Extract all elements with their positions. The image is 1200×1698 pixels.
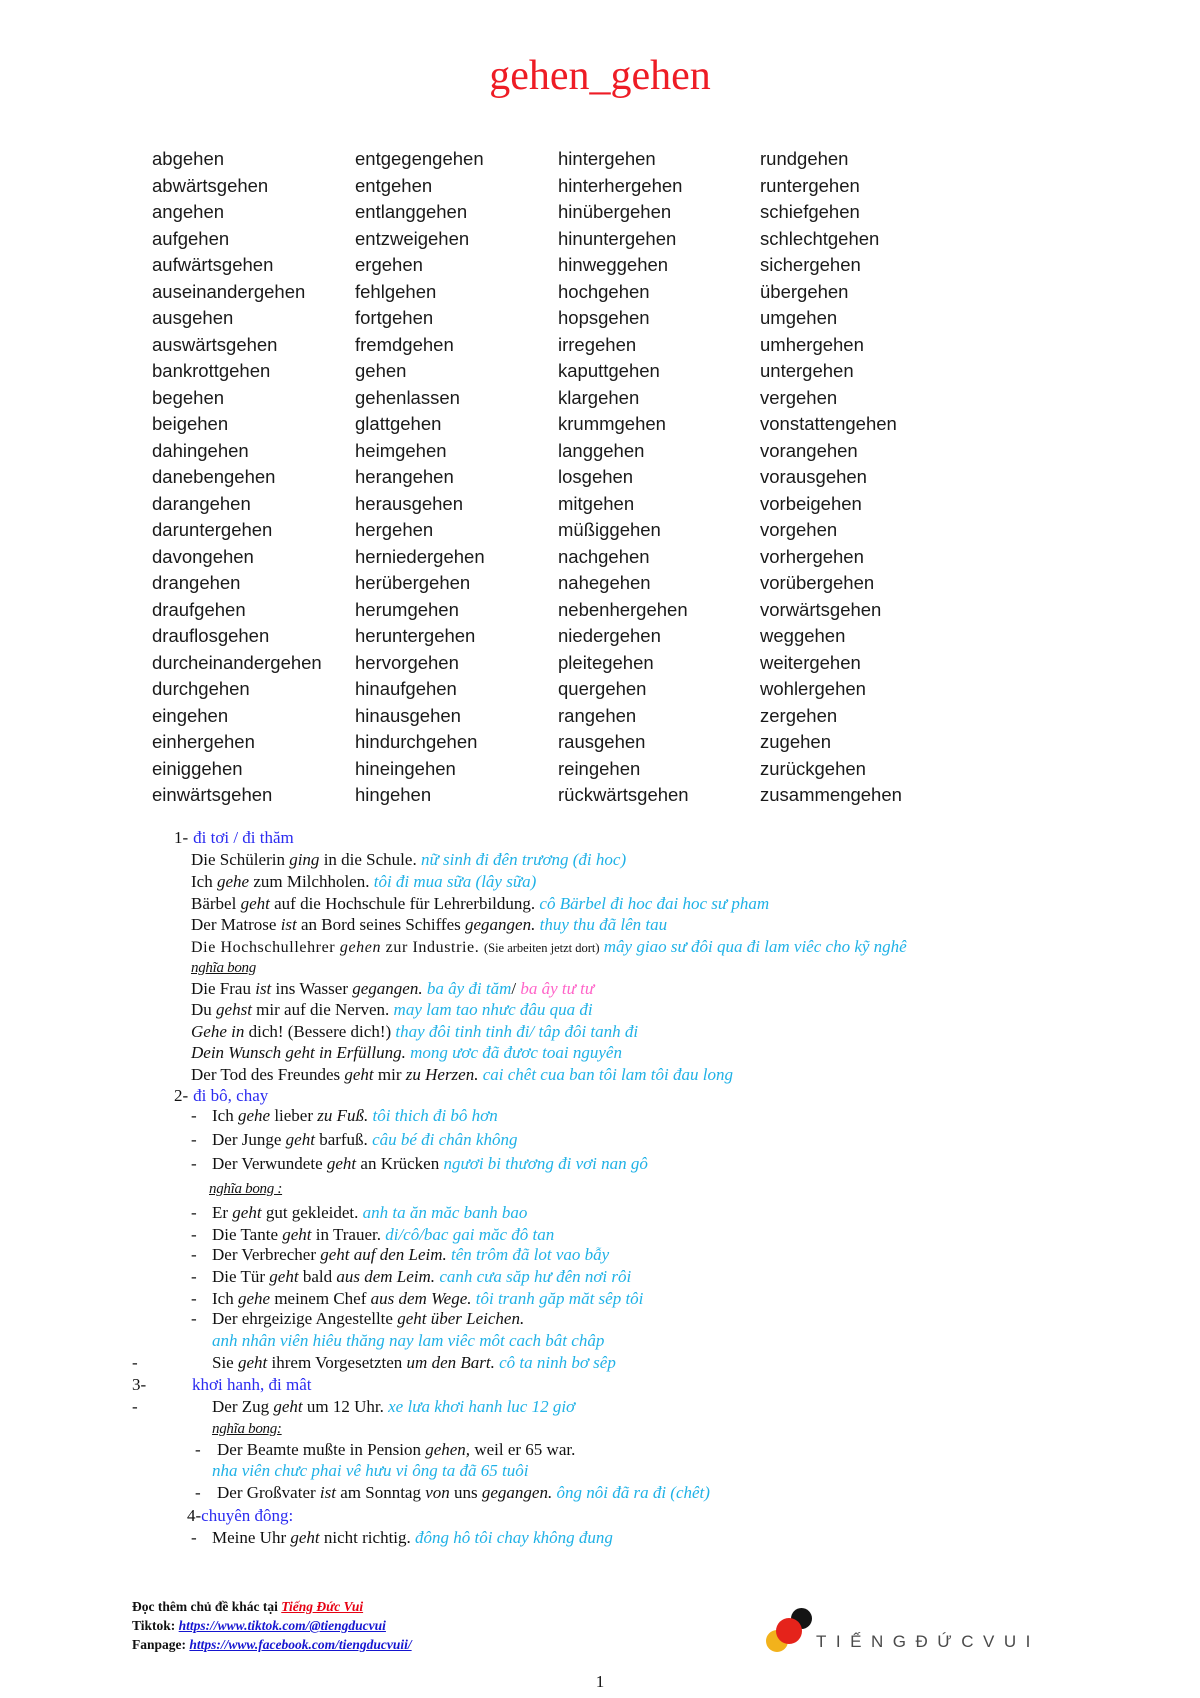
verb-item: langgehen xyxy=(558,439,645,461)
footer-read-more xyxy=(132,1598,363,1616)
example-line xyxy=(191,1065,733,1085)
translation-text: ngươi bi thương đi vơi nan gô xyxy=(443,1154,648,1173)
example-line xyxy=(212,1130,517,1150)
translation-text: ba ây đi tăm xyxy=(422,979,512,998)
verb-item: vorhergehen xyxy=(760,545,864,567)
verb-item: mitgehen xyxy=(558,492,635,514)
german-emphasis-text: geht xyxy=(290,1528,320,1547)
example-line xyxy=(191,1022,638,1042)
translation-text: thay đôi tinh tinh đi/ tâp đôi tanh đi xyxy=(395,1022,639,1041)
verb-item: nahegehen xyxy=(558,572,651,593)
example-line xyxy=(191,872,536,892)
german-text: Ich xyxy=(212,1289,238,1308)
translation-text: anh ta ăn măc banh bao xyxy=(362,1203,528,1222)
verb-item: vorangehen xyxy=(760,439,858,461)
logo-text: TIẾNGĐỨCVUI xyxy=(816,1632,1040,1651)
translation-text: ông nôi đã ra đi (chêt) xyxy=(552,1483,710,1502)
german-text: in Trauer. xyxy=(311,1225,386,1244)
german-text: Die Schülerin xyxy=(191,850,290,869)
verb-item: entlanggehen xyxy=(355,201,468,222)
german-emphasis-text: ist xyxy=(280,915,297,934)
verb-item: gehen xyxy=(355,360,407,381)
german-emphasis-text: Gehe in xyxy=(191,1022,245,1041)
german-text: zum Milchholen. xyxy=(249,872,374,891)
verb-item: kaputtgehen xyxy=(558,360,660,381)
example-line xyxy=(212,1267,631,1287)
german-text: Sie xyxy=(212,1353,238,1372)
verb-column-1 xyxy=(152,146,352,809)
verb-item: hinübergehen xyxy=(558,201,672,222)
verb-item: herübergehen xyxy=(355,572,471,593)
figurative-label: nghĩa bong : xyxy=(209,1181,283,1197)
german-text: Der Beamte mußte in Pension xyxy=(217,1440,426,1459)
verb-item: draufgehen xyxy=(152,598,246,620)
verb-item: weggehen xyxy=(760,625,846,646)
example-line xyxy=(191,894,769,914)
german-text: Der Verwundete xyxy=(212,1154,327,1173)
verb-item: losgehen xyxy=(558,466,634,487)
verb-item: zergehen xyxy=(760,704,838,726)
bullet-dash: - xyxy=(191,1130,197,1149)
german-text: lieber xyxy=(270,1106,318,1125)
german-emphasis-text: ist xyxy=(255,979,272,998)
figurative-label: nghĩa bong xyxy=(191,960,256,976)
german-emphasis-text: geht xyxy=(285,1130,315,1149)
meaning-heading-text: đi bô, chay xyxy=(193,1086,269,1105)
german-emphasis-text: ist xyxy=(319,1483,336,1502)
logo-circle-red xyxy=(776,1618,802,1644)
verb-item: quergehen xyxy=(558,678,647,699)
meaning-number: 1- xyxy=(174,828,189,847)
translation-text: nữ sinh đi đên trương (đi hoc) xyxy=(420,850,627,869)
verb-item: ausgehen xyxy=(152,307,234,328)
verb-item: beigehen xyxy=(152,413,229,434)
translation-text: tôi thich đi bô hơn xyxy=(368,1106,498,1125)
verb-item: auseinandergehen xyxy=(152,280,306,302)
verb-item: vorgehen xyxy=(760,519,838,540)
meaning-heading-4 xyxy=(187,1506,293,1526)
german-text: Der Matrose xyxy=(191,915,281,934)
site-link[interactable]: Tiếng Đức Vui xyxy=(281,1599,364,1614)
german-text: Die Tante xyxy=(212,1225,283,1244)
footer-tiktok xyxy=(132,1617,386,1635)
meaning-heading-1 xyxy=(174,828,294,848)
verb-item: fortgehen xyxy=(355,307,434,328)
footer-fanpage xyxy=(132,1636,412,1654)
german-text: weil er 65 war. xyxy=(470,1440,576,1459)
verb-item: herumgehen xyxy=(355,598,459,620)
verb-item: untergehen xyxy=(760,360,854,381)
translation-text: đông hô tôi chay không đung xyxy=(415,1528,613,1547)
verb-item: schlechtgehen xyxy=(760,227,880,249)
verb-item: danebengehen xyxy=(152,466,276,487)
verb-item: ergehen xyxy=(355,254,423,275)
verb-item: dahingehen xyxy=(152,439,249,461)
german-text: Der Junge xyxy=(212,1130,286,1149)
page-number: 1 xyxy=(595,1672,605,1691)
german-text: Der Verbrecher xyxy=(212,1245,321,1264)
german-emphasis-text: geht xyxy=(232,1203,262,1222)
bullet-dash: - xyxy=(191,1225,197,1244)
verb-item: drangehen xyxy=(152,572,241,593)
verb-item: abwärtsgehen xyxy=(152,174,269,196)
translation-line xyxy=(212,1331,604,1351)
verb-item: aufgehen xyxy=(152,227,230,249)
german-text: Ich xyxy=(191,872,217,891)
verb-item: herniedergehen xyxy=(355,545,485,567)
verb-item: vorausgehen xyxy=(760,466,867,487)
german-emphasis-text: geht xyxy=(282,1225,312,1244)
verb-item: übergehen xyxy=(760,280,849,302)
translation-text: cô Bärbel đi hoc đai hoc sư pham xyxy=(539,894,770,913)
verb-item: weitergehen xyxy=(760,651,861,673)
verb-item: reingehen xyxy=(558,757,641,779)
verb-item: hochgehen xyxy=(558,280,650,302)
verb-item: rundgehen xyxy=(760,148,849,169)
german-text: mir auf die Nerven. xyxy=(251,1000,394,1019)
verb-item: müßiggehen xyxy=(558,519,661,540)
translation-text: tên trôm đã lot vao bẫy xyxy=(446,1245,610,1264)
verb-item: auswärtsgehen xyxy=(152,333,278,355)
verb-item: daruntergehen xyxy=(152,519,273,540)
bullet-dash: - xyxy=(191,1106,197,1125)
german-text: Der Zug xyxy=(212,1397,274,1416)
verb-item: schiefgehen xyxy=(760,201,860,222)
verb-item: vonstattengehen xyxy=(760,413,897,434)
fanpage-label: Fanpage: xyxy=(132,1637,190,1652)
verb-item: vorübergehen xyxy=(760,572,875,593)
meaning-heading-text: khơi hanh, đi mât xyxy=(192,1375,312,1394)
figurative-label-line xyxy=(212,1418,282,1438)
meaning-number: 3- xyxy=(132,1375,147,1394)
verb-item: hinweggehen xyxy=(558,254,669,275)
verb-item: durcheinandergehen xyxy=(152,651,322,673)
german-text: ins Wasser xyxy=(271,979,353,998)
german-emphasis-text: Dein Wunsch geht in Erfüllung. xyxy=(191,1043,406,1062)
german-emphasis-text: aus dem Leim. xyxy=(336,1267,436,1286)
example-line xyxy=(191,937,907,957)
tiktok-link[interactable]: https://www.tiktok.com/@tiengducvui xyxy=(178,1618,386,1633)
verb-item: hervorgehen xyxy=(355,651,459,673)
verb-item: rangehen xyxy=(558,704,637,726)
german-text: in die Schule. xyxy=(319,850,421,869)
verb-item: rausgehen xyxy=(558,731,646,752)
german-emphasis-text: gegangen. xyxy=(481,1483,553,1502)
note-text: (Sie arbeiten jetzt dort) xyxy=(483,941,600,955)
german-emphasis-text: geht auf den Leim. xyxy=(320,1245,447,1264)
german-text: Er xyxy=(212,1203,233,1222)
verb-item: niedergehen xyxy=(558,625,661,646)
meaning-number: 2- xyxy=(174,1086,189,1105)
translation-text: nha viên chưc phai vê hưu vi ông ta đã 65 tuôi xyxy=(212,1461,529,1480)
figurative-label-line xyxy=(191,957,256,977)
german-emphasis-text: geht xyxy=(273,1397,303,1416)
german-emphasis-text: gehe xyxy=(237,1106,271,1125)
verb-item: nachgehen xyxy=(558,545,650,567)
example-line xyxy=(212,1397,575,1417)
german-text: Ich xyxy=(212,1106,238,1125)
german-text: Meine Uhr xyxy=(212,1528,291,1547)
verb-item: zurückgehen xyxy=(760,757,866,779)
german-text: zur Industrie. xyxy=(381,939,484,956)
german-text: an Bord seines Schiffes xyxy=(296,915,466,934)
verb-item: pleitegehen xyxy=(558,651,654,673)
bullet-dash: - xyxy=(191,1528,197,1547)
verb-item: vorbeigehen xyxy=(760,492,862,514)
verb-item: hinausgehen xyxy=(355,704,461,726)
verb-item: heruntergehen xyxy=(355,625,476,646)
meaning-number: 4- xyxy=(187,1506,202,1525)
verb-item: einiggehen xyxy=(152,757,243,779)
bullet-dash: - xyxy=(191,1289,197,1308)
german-emphasis-text: geht xyxy=(344,1065,374,1084)
german-text: Du xyxy=(191,1000,217,1019)
verb-item: entzweigehen xyxy=(355,227,470,249)
verb-item: wohlergehen xyxy=(760,678,866,699)
verb-item: entgehen xyxy=(355,174,433,196)
german-text: Bärbel xyxy=(191,894,241,913)
figurative-label: nghĩa bong: xyxy=(212,1421,282,1437)
german-text: Der Großvater xyxy=(217,1483,320,1502)
verb-item: entgegengehen xyxy=(355,148,484,169)
german-emphasis-text: gehe xyxy=(237,1289,271,1308)
german-emphasis-text: gegangen. xyxy=(465,915,536,934)
meaning-heading-2 xyxy=(174,1086,268,1106)
german-text: / xyxy=(511,979,521,998)
verb-item: irregehen xyxy=(558,333,637,355)
verb-item: hinterhergehen xyxy=(558,174,683,196)
translation-line xyxy=(212,1461,528,1481)
german-text: nicht richtig. xyxy=(319,1528,416,1547)
german-text: barfuß. xyxy=(314,1130,373,1149)
german-text: Die Frau xyxy=(191,979,256,998)
example-line xyxy=(212,1245,609,1265)
german-text: um 12 Uhr. xyxy=(302,1397,389,1416)
verb-item: hindurchgehen xyxy=(355,731,478,752)
example-line xyxy=(212,1353,616,1373)
example-line xyxy=(191,1000,593,1020)
verb-item: darangehen xyxy=(152,492,251,514)
example-line xyxy=(212,1225,554,1245)
translation-text: cô ta ninh bơ sêp xyxy=(494,1353,616,1372)
translation-text: tôi đi mua sữa (lây sữa) xyxy=(373,872,537,891)
verb-item: hingehen xyxy=(355,784,432,805)
verb-item: klargehen xyxy=(558,386,640,408)
translation-text: câu bé đi chân không xyxy=(372,1130,518,1149)
verb-item: umhergehen xyxy=(760,333,864,355)
example-line xyxy=(212,1528,613,1548)
verb-item: hinaufgehen xyxy=(355,678,457,699)
bullet-dash: - xyxy=(132,1397,138,1416)
translation-text: cai chêt cua ban tôi lam tôi đau long xyxy=(478,1065,733,1084)
bullet-dash: - xyxy=(132,1353,138,1372)
verb-item: herausgehen xyxy=(355,492,464,514)
verb-item: fremdgehen xyxy=(355,333,454,355)
example-line xyxy=(217,1483,710,1503)
german-emphasis-text: von xyxy=(425,1483,450,1502)
verb-item: aufwärtsgehen xyxy=(152,254,274,275)
german-emphasis-text: gehen, xyxy=(425,1440,471,1459)
german-text: bald xyxy=(298,1267,337,1286)
translation-text: may lam tao nhưc đâu qua đi xyxy=(393,1000,593,1019)
german-emphasis-text: geht xyxy=(237,1353,268,1372)
verb-item: begehen xyxy=(152,386,225,408)
german-emphasis-text: gehen xyxy=(339,939,382,956)
verb-item: fehlgehen xyxy=(355,280,437,302)
example-line xyxy=(212,1154,648,1174)
german-emphasis-text: geht xyxy=(240,894,270,913)
verb-item: einhergehen xyxy=(152,731,255,752)
bullet-dash: - xyxy=(195,1483,201,1502)
verb-item: hinuntergehen xyxy=(558,227,677,249)
verb-item: runtergehen xyxy=(760,174,860,196)
bullet-dash: - xyxy=(191,1267,197,1286)
translation-text: anh nhân viên hiêu thăng nay lam viêc môt cach bât châp xyxy=(212,1331,605,1350)
german-emphasis-text: geht xyxy=(269,1267,299,1286)
german-emphasis-text: gehst xyxy=(216,1000,252,1019)
verb-item: hineingehen xyxy=(355,757,456,779)
bullet-dash: - xyxy=(191,1309,197,1328)
page-title: gehen_gehen xyxy=(489,53,711,99)
german-emphasis-text: ging xyxy=(289,850,320,869)
verb-item: vorwärtsgehen xyxy=(760,598,882,620)
meaning-heading-text: đi tơi / đi thăm xyxy=(193,828,294,847)
bullet-dash: - xyxy=(191,1154,197,1173)
translation-text: canh cưa săp hư đên nơi rôi xyxy=(435,1267,632,1286)
verb-item: eingehen xyxy=(152,704,229,726)
meaning-heading-text: chuyên đông: xyxy=(201,1506,294,1525)
verb-item: angehen xyxy=(152,201,225,222)
example-line xyxy=(191,915,667,935)
verb-item: abgehen xyxy=(152,148,225,169)
german-text: Die Hochschullehrer xyxy=(191,939,340,956)
german-text: uns xyxy=(449,1483,482,1502)
german-text: Der ehrgeizige Angestellte xyxy=(212,1309,398,1328)
translation-text: thuy thu đã lên tau xyxy=(535,915,668,934)
translation-text: tôi tranh găp măt sêp tôi xyxy=(471,1289,644,1308)
verb-item: sichergehen xyxy=(760,254,861,275)
translation-text: mây giao sư đôi qua đi lam viêc cho kỹ nghê xyxy=(599,937,907,956)
german-text: Die Tür xyxy=(212,1267,270,1286)
example-line xyxy=(212,1309,524,1329)
example-line xyxy=(191,1043,622,1063)
german-text: ihrem Vorgesetzten xyxy=(267,1353,407,1372)
verb-item: rückwärtsgehen xyxy=(558,784,689,805)
translation-alt-text: ba ây tư tư xyxy=(520,979,595,998)
german-emphasis-text: um den Bart. xyxy=(406,1353,495,1372)
verb-item: drauflosgehen xyxy=(152,625,270,646)
german-emphasis-text: aus dem Wege. xyxy=(370,1289,472,1308)
verb-item: zugehen xyxy=(760,731,831,752)
verb-item: nebenhergehen xyxy=(558,598,688,620)
german-text: gut gekleidet. xyxy=(261,1203,363,1222)
example-line xyxy=(217,1440,575,1460)
figurative-label-line xyxy=(209,1178,282,1198)
verb-item: vergehen xyxy=(760,386,838,408)
german-text: an Krücken xyxy=(356,1154,444,1173)
example-line xyxy=(191,850,626,870)
verb-item: umgehen xyxy=(760,307,838,328)
example-line xyxy=(212,1289,643,1309)
german-text: am Sonntag xyxy=(335,1483,426,1502)
footer-read-more-text: Đọc thêm chủ đề khác tại xyxy=(132,1599,282,1614)
bullet-dash: - xyxy=(191,1245,197,1264)
german-emphasis-text: gehe xyxy=(216,872,250,891)
example-line xyxy=(212,1203,527,1223)
german-text: meinem Chef xyxy=(270,1289,371,1308)
fanpage-link[interactable]: https://www.facebook.com/tiengducvuii/ xyxy=(189,1637,412,1652)
verb-item: bankrottgehen xyxy=(152,360,271,381)
german-text: mir xyxy=(373,1065,406,1084)
german-emphasis-text: gegangen. xyxy=(352,979,423,998)
verb-item: glattgehen xyxy=(355,413,442,434)
german-text: auf die Hochschule für Lehrerbildung. xyxy=(269,894,540,913)
example-line xyxy=(212,1106,498,1126)
verb-item: davongehen xyxy=(152,545,254,567)
verb-item: hintergehen xyxy=(558,148,656,169)
german-text: dich! (Bessere dich!) xyxy=(244,1022,396,1041)
example-line xyxy=(191,979,594,999)
bullet-dash: - xyxy=(191,1203,197,1222)
verb-item: hergehen xyxy=(355,519,434,540)
verb-item: heimgehen xyxy=(355,439,447,461)
verb-item: herangehen xyxy=(355,466,454,487)
german-emphasis-text: geht über Leichen. xyxy=(397,1309,525,1328)
verb-column-2 xyxy=(355,146,555,809)
verb-item: zusammengehen xyxy=(760,784,902,805)
translation-text: xe lưa khơi hanh luc 12 giơ xyxy=(388,1397,576,1416)
verb-item: krummgehen xyxy=(558,413,666,434)
translation-text: mong ươc đã đươc toai nguyên xyxy=(405,1043,622,1062)
tiktok-label: Tiktok: xyxy=(132,1618,179,1633)
german-emphasis-text: geht xyxy=(326,1154,357,1173)
verb-item: durchgehen xyxy=(152,678,250,699)
german-text: Der Tod des Freundes xyxy=(191,1065,345,1084)
verb-column-4 xyxy=(760,146,960,809)
verb-column-3 xyxy=(558,146,758,809)
verb-item: einwärtsgehen xyxy=(152,784,273,805)
verb-item: gehenlassen xyxy=(355,386,460,408)
translation-text: di/cô/bac gai măc đô tan xyxy=(385,1225,555,1244)
verb-item: hopsgehen xyxy=(558,307,650,328)
german-emphasis-text: zu Fuß. xyxy=(317,1106,369,1125)
german-emphasis-text: zu Herzen. xyxy=(405,1065,479,1084)
bullet-dash: - xyxy=(195,1440,201,1459)
